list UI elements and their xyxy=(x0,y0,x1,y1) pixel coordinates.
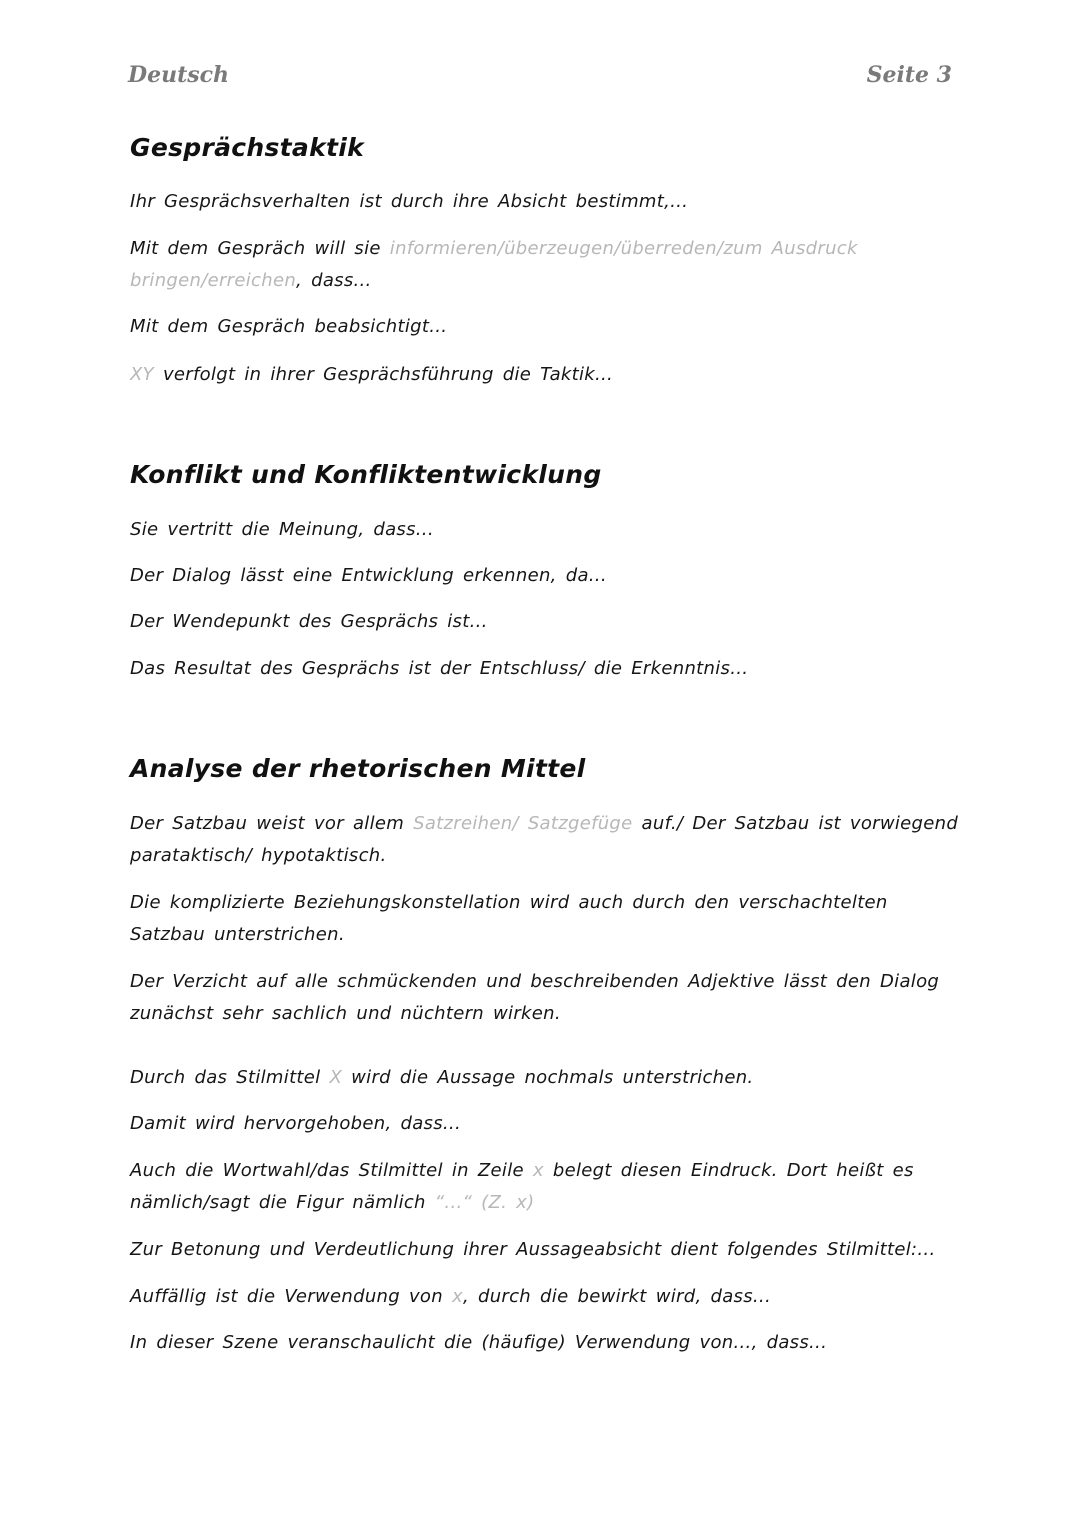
text-line: Sie vertritt die Meinung, dass... xyxy=(130,519,434,540)
subject-header: Deutsch xyxy=(128,62,230,88)
text-line: Durch das Stilmittel X wird die Aussage nochmals unterstrichen. xyxy=(130,1067,754,1088)
section-title: Gesprächstaktik xyxy=(130,133,365,162)
text-line: Mit dem Gespräch will sie informieren/überzeugen/überreden/zum Ausdruck bringen/erreichen, dass... xyxy=(130,238,858,291)
section-title: Konflikt und Konfliktentwicklung xyxy=(130,460,602,489)
text-line: Der Satzbau weist vor allem Satzreihen/ Satzgefüge auf./ Der Satzbau ist vorwiegend parataktisch/ hypotaktisch. xyxy=(130,813,959,866)
text-line: Mit dem Gespräch beabsichtigt... xyxy=(130,316,448,337)
text-line: In dieser Szene veranschaulicht die (häufige) Verwendung von..., dass... xyxy=(130,1332,828,1353)
text-line: Auch die Wortwahl/das Stilmittel in Zeile x belegt diesen Eindruck. Dort heißt es nämlich/sagt die Figur nämlich “...“ (Z. x) xyxy=(130,1160,914,1213)
text-line: Der Wendepunkt des Gesprächs ist... xyxy=(130,611,488,632)
text-line: Zur Betonung und Verdeutlichung ihrer Aussageabsicht dient folgendes Stilmittel:... xyxy=(130,1239,936,1260)
section-title: Analyse der rhetorischen Mittel xyxy=(130,754,586,783)
page-number: Seite 3 xyxy=(866,62,952,88)
text-line: XY verfolgt in ihrer Gesprächsführung die Taktik... xyxy=(130,364,614,385)
text-line: Damit wird hervorgehoben, dass... xyxy=(130,1113,461,1134)
text-line: Auffällig ist die Verwendung von x, durch die bewirkt wird, dass... xyxy=(130,1286,771,1307)
text-line: Das Resultat des Gesprächs ist der Entschluss/ die Erkenntnis... xyxy=(130,658,749,679)
text-line: Der Verzicht auf alle schmückenden und beschreibenden Adjektive lässt den Dialog zunächst sehr sachlich und nüchtern wirken. xyxy=(130,971,940,1024)
text-line: Ihr Gesprächsverhalten ist durch ihre Absicht bestimmt,... xyxy=(130,191,689,212)
text-line: Die komplizierte Beziehungskonstellation wird auch durch den verschachtelten Satzbau unterstrichen. xyxy=(130,892,888,945)
text-line: Der Dialog lässt eine Entwicklung erkennen, da... xyxy=(130,565,607,586)
